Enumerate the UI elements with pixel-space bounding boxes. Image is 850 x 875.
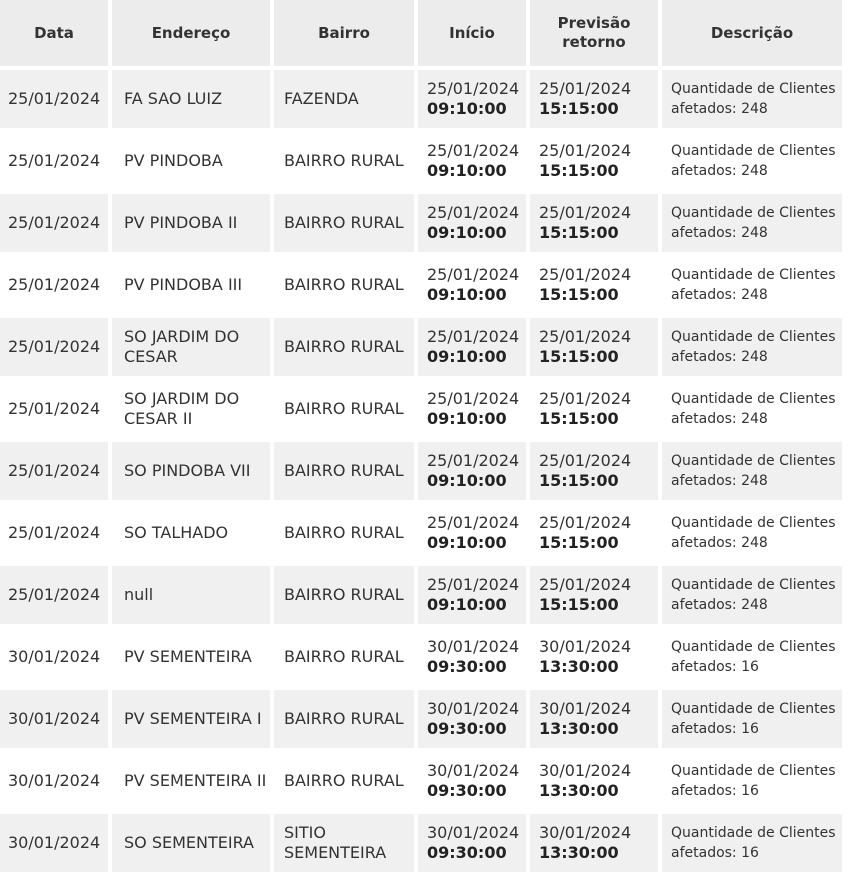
cell-bairro bbox=[274, 442, 414, 500]
cell-descricao-text: Quantidade de Clientes afetados: 248 bbox=[671, 515, 836, 551]
cell-data bbox=[0, 752, 108, 810]
cell-endereco bbox=[112, 628, 270, 686]
table-body bbox=[0, 70, 850, 872]
cell-endereco-text: PV PINDOBA II bbox=[124, 213, 238, 232]
table-row bbox=[0, 256, 850, 314]
cell-data bbox=[0, 256, 108, 314]
cell-data-text: 25/01/2024 bbox=[8, 275, 101, 294]
table-row bbox=[0, 318, 850, 376]
cell-previsao-date: 25/01/2024 bbox=[539, 203, 632, 222]
cell-previsao bbox=[530, 690, 658, 748]
cell-bairro-text: BAIRRO RURAL bbox=[284, 771, 404, 790]
cell-inicio bbox=[418, 566, 526, 624]
cell-previsao-date: 25/01/2024 bbox=[539, 327, 632, 346]
cell-descricao bbox=[662, 194, 842, 252]
cell-previsao bbox=[530, 442, 658, 500]
cell-inicio-date: 25/01/2024 bbox=[427, 451, 520, 470]
cell-data-text: 25/01/2024 bbox=[8, 585, 101, 604]
cell-data-text: 25/01/2024 bbox=[8, 337, 101, 356]
cell-data bbox=[0, 504, 108, 562]
cell-previsao bbox=[530, 132, 658, 190]
cell-descricao-text: Quantidade de Clientes afetados: 248 bbox=[671, 577, 836, 613]
cell-endereco bbox=[112, 442, 270, 500]
cell-descricao bbox=[662, 132, 842, 190]
cell-descricao-text: Quantidade de Clientes afetados: 16 bbox=[671, 825, 836, 861]
cell-previsao-date: 25/01/2024 bbox=[539, 141, 632, 160]
cell-bairro-text: BAIRRO RURAL bbox=[284, 461, 404, 480]
cell-endereco-text: PV SEMENTEIRA II bbox=[124, 771, 267, 790]
cell-data-text: 30/01/2024 bbox=[8, 709, 101, 728]
cell-inicio-time: 09:10:00 bbox=[427, 471, 507, 490]
cell-bairro bbox=[274, 318, 414, 376]
header-descricao-label: Descrição bbox=[710, 23, 794, 42]
cell-inicio-time: 09:10:00 bbox=[427, 285, 507, 304]
cell-endereco bbox=[112, 256, 270, 314]
cell-inicio-time: 09:30:00 bbox=[427, 719, 507, 738]
cell-bairro bbox=[274, 814, 414, 872]
cell-inicio bbox=[418, 194, 526, 252]
cell-endereco-text: SO JARDIM DO CESAR bbox=[124, 327, 240, 366]
cell-inicio-time: 09:10:00 bbox=[427, 223, 507, 242]
cell-inicio bbox=[418, 628, 526, 686]
table-row bbox=[0, 70, 850, 128]
cell-data bbox=[0, 132, 108, 190]
cell-data-text: 25/01/2024 bbox=[8, 89, 101, 108]
cell-inicio-date: 25/01/2024 bbox=[427, 575, 520, 594]
cell-previsao-date: 25/01/2024 bbox=[539, 575, 632, 594]
cell-previsao-time: 15:15:00 bbox=[539, 595, 619, 614]
cell-previsao-time: 13:30:00 bbox=[539, 843, 619, 862]
cell-previsao bbox=[530, 752, 658, 810]
cell-data bbox=[0, 194, 108, 252]
header-data[interactable] bbox=[0, 0, 108, 66]
cell-bairro bbox=[274, 752, 414, 810]
cell-descricao bbox=[662, 442, 842, 500]
header-inicio[interactable] bbox=[418, 0, 526, 66]
cell-bairro bbox=[274, 70, 414, 128]
cell-inicio-time: 09:10:00 bbox=[427, 409, 507, 428]
cell-previsao-time: 15:15:00 bbox=[539, 347, 619, 366]
cell-previsao bbox=[530, 504, 658, 562]
cell-descricao-text: Quantidade de Clientes afetados: 248 bbox=[671, 329, 836, 365]
cell-descricao-text: Quantidade de Clientes afetados: 248 bbox=[671, 267, 836, 303]
cell-bairro bbox=[274, 504, 414, 562]
cell-endereco-text: PV SEMENTEIRA bbox=[124, 647, 252, 666]
cell-inicio bbox=[418, 318, 526, 376]
cell-data-text: 25/01/2024 bbox=[8, 213, 101, 232]
cell-previsao bbox=[530, 318, 658, 376]
cell-previsao bbox=[530, 194, 658, 252]
cell-inicio-time: 09:30:00 bbox=[427, 657, 507, 676]
cell-previsao-time: 15:15:00 bbox=[539, 223, 619, 242]
cell-previsao-time: 15:15:00 bbox=[539, 409, 619, 428]
cell-data bbox=[0, 380, 108, 438]
table-row bbox=[0, 814, 850, 872]
cell-endereco bbox=[112, 814, 270, 872]
cell-descricao-text: Quantidade de Clientes afetados: 248 bbox=[671, 453, 836, 489]
cell-bairro-text: BAIRRO RURAL bbox=[284, 585, 404, 604]
cell-endereco bbox=[112, 318, 270, 376]
cell-bairro bbox=[274, 194, 414, 252]
cell-endereco bbox=[112, 380, 270, 438]
cell-previsao bbox=[530, 814, 658, 872]
cell-inicio bbox=[418, 690, 526, 748]
cell-previsao bbox=[530, 628, 658, 686]
cell-descricao bbox=[662, 504, 842, 562]
cell-endereco-text: SO JARDIM DO CESAR II bbox=[124, 389, 240, 428]
cell-endereco bbox=[112, 690, 270, 748]
cell-endereco bbox=[112, 752, 270, 810]
cell-inicio bbox=[418, 132, 526, 190]
cell-data bbox=[0, 628, 108, 686]
table-row bbox=[0, 442, 850, 500]
table-header bbox=[0, 0, 850, 66]
cell-previsao-date: 25/01/2024 bbox=[539, 265, 632, 284]
header-bairro-label: Bairro bbox=[318, 23, 370, 42]
cell-inicio-date: 25/01/2024 bbox=[427, 513, 520, 532]
cell-data bbox=[0, 70, 108, 128]
cell-inicio bbox=[418, 380, 526, 438]
cell-previsao-date: 30/01/2024 bbox=[539, 637, 632, 656]
cell-previsao-time: 15:15:00 bbox=[539, 471, 619, 490]
cell-endereco-text: PV SEMENTEIRA I bbox=[124, 709, 262, 728]
header-endereco-label: Endereço bbox=[151, 23, 231, 42]
cell-descricao bbox=[662, 566, 842, 624]
cell-previsao-date: 25/01/2024 bbox=[539, 451, 632, 470]
cell-inicio bbox=[418, 442, 526, 500]
cell-descricao bbox=[662, 70, 842, 128]
cell-inicio bbox=[418, 256, 526, 314]
header-previsao-line2: retorno bbox=[562, 33, 626, 51]
cell-inicio bbox=[418, 752, 526, 810]
cell-data bbox=[0, 318, 108, 376]
cell-endereco-text: PV PINDOBA bbox=[124, 151, 223, 170]
cell-previsao-time: 15:15:00 bbox=[539, 533, 619, 552]
cell-endereco-text: null bbox=[124, 585, 154, 604]
header-descricao[interactable] bbox=[662, 0, 842, 66]
cell-descricao-text: Quantidade de Clientes afetados: 248 bbox=[671, 391, 836, 427]
cell-inicio-time: 09:10:00 bbox=[427, 347, 507, 366]
cell-inicio-date: 30/01/2024 bbox=[427, 761, 520, 780]
cell-endereco bbox=[112, 566, 270, 624]
cell-previsao-time: 15:15:00 bbox=[539, 99, 619, 118]
cell-descricao bbox=[662, 256, 842, 314]
table-row bbox=[0, 194, 850, 252]
table-row bbox=[0, 690, 850, 748]
cell-inicio-date: 25/01/2024 bbox=[427, 389, 520, 408]
cell-bairro bbox=[274, 256, 414, 314]
cell-previsao-time: 13:30:00 bbox=[539, 719, 619, 738]
cell-inicio-date: 25/01/2024 bbox=[427, 327, 520, 346]
cell-inicio-date: 30/01/2024 bbox=[427, 823, 520, 842]
cell-bairro-text: BAIRRO RURAL bbox=[284, 337, 404, 356]
cell-inicio-time: 09:10:00 bbox=[427, 161, 507, 180]
cell-endereco-text: SO TALHADO bbox=[124, 523, 229, 542]
cell-endereco bbox=[112, 132, 270, 190]
cell-descricao bbox=[662, 380, 842, 438]
cell-data bbox=[0, 566, 108, 624]
cell-bairro bbox=[274, 690, 414, 748]
cell-data bbox=[0, 690, 108, 748]
cell-inicio bbox=[418, 814, 526, 872]
cell-descricao bbox=[662, 814, 842, 872]
cell-data-text: 25/01/2024 bbox=[8, 461, 101, 480]
cell-descricao-text: Quantidade de Clientes afetados: 16 bbox=[671, 639, 836, 675]
table-row bbox=[0, 504, 850, 562]
cell-endereco-text: SO SEMENTEIRA bbox=[124, 833, 254, 852]
table-row bbox=[0, 628, 850, 686]
cell-inicio-date: 25/01/2024 bbox=[427, 79, 520, 98]
cell-previsao bbox=[530, 256, 658, 314]
cell-endereco-text: PV PINDOBA III bbox=[124, 275, 243, 294]
table-row bbox=[0, 752, 850, 810]
header-data-label: Data bbox=[34, 23, 74, 42]
cell-descricao bbox=[662, 690, 842, 748]
cell-previsao-date: 25/01/2024 bbox=[539, 389, 632, 408]
cell-descricao bbox=[662, 628, 842, 686]
cell-endereco bbox=[112, 194, 270, 252]
cell-previsao-time: 15:15:00 bbox=[539, 161, 619, 180]
cell-endereco bbox=[112, 70, 270, 128]
cell-inicio-date: 30/01/2024 bbox=[427, 637, 520, 656]
cell-inicio-time: 09:10:00 bbox=[427, 595, 507, 614]
cell-previsao-time: 13:30:00 bbox=[539, 657, 619, 676]
cell-bairro-text: BAIRRO RURAL bbox=[284, 399, 404, 418]
header-previsao-label bbox=[558, 14, 631, 52]
header-inicio-label: Início bbox=[449, 23, 495, 42]
cell-inicio-date: 25/01/2024 bbox=[427, 141, 520, 160]
cell-previsao-date: 30/01/2024 bbox=[539, 699, 632, 718]
cell-descricao-text: Quantidade de Clientes afetados: 16 bbox=[671, 763, 836, 799]
cell-data bbox=[0, 442, 108, 500]
cell-inicio-time: 09:10:00 bbox=[427, 533, 507, 552]
cell-bairro bbox=[274, 132, 414, 190]
cell-previsao-time: 15:15:00 bbox=[539, 285, 619, 304]
header-previsao-line1: Previsão bbox=[557, 14, 631, 32]
cell-previsao-date: 25/01/2024 bbox=[539, 513, 632, 532]
cell-bairro-text: BAIRRO RURAL bbox=[284, 213, 404, 232]
cell-previsao-time: 13:30:00 bbox=[539, 781, 619, 800]
cell-previsao-date: 30/01/2024 bbox=[539, 823, 632, 842]
cell-bairro-text: BAIRRO RURAL bbox=[284, 275, 404, 294]
cell-data-text: 30/01/2024 bbox=[8, 771, 101, 790]
cell-bairro bbox=[274, 380, 414, 438]
cell-bairro-text: FAZENDA bbox=[284, 89, 359, 108]
cell-data-text: 25/01/2024 bbox=[8, 399, 101, 418]
cell-descricao bbox=[662, 318, 842, 376]
cell-inicio-date: 25/01/2024 bbox=[427, 265, 520, 284]
cell-bairro-text: BAIRRO RURAL bbox=[284, 151, 404, 170]
cell-inicio bbox=[418, 70, 526, 128]
cell-previsao-date: 30/01/2024 bbox=[539, 761, 632, 780]
cell-data-text: 30/01/2024 bbox=[8, 647, 101, 666]
cell-previsao bbox=[530, 380, 658, 438]
cell-data-text: 30/01/2024 bbox=[8, 833, 101, 852]
cell-data bbox=[0, 814, 108, 872]
cell-descricao-text: Quantidade de Clientes afetados: 248 bbox=[671, 81, 836, 117]
cell-descricao-text: Quantidade de Clientes afetados: 248 bbox=[671, 205, 836, 241]
header-endereco[interactable] bbox=[112, 0, 270, 66]
cell-descricao-text: Quantidade de Clientes afetados: 248 bbox=[671, 143, 836, 179]
cell-bairro bbox=[274, 566, 414, 624]
cell-bairro-text: SITIO SEMENTEIRA bbox=[284, 823, 387, 862]
header-bairro[interactable] bbox=[274, 0, 414, 66]
cell-inicio-time: 09:30:00 bbox=[427, 843, 507, 862]
cell-descricao bbox=[662, 752, 842, 810]
cell-bairro-text: BAIRRO RURAL bbox=[284, 647, 404, 666]
cell-endereco-text: FA SAO LUIZ bbox=[124, 89, 223, 108]
table-row bbox=[0, 380, 850, 438]
cell-endereco bbox=[112, 504, 270, 562]
cell-endereco-text: SO PINDOBA VII bbox=[124, 461, 251, 480]
cell-previsao bbox=[530, 566, 658, 624]
cell-inicio-time: 09:30:00 bbox=[427, 781, 507, 800]
cell-inicio-date: 30/01/2024 bbox=[427, 699, 520, 718]
cell-bairro-text: BAIRRO RURAL bbox=[284, 523, 404, 542]
cell-previsao bbox=[530, 70, 658, 128]
cell-inicio bbox=[418, 504, 526, 562]
table-row bbox=[0, 566, 850, 624]
header-previsao[interactable] bbox=[530, 0, 658, 66]
table-row bbox=[0, 132, 850, 190]
cell-bairro-text: BAIRRO RURAL bbox=[284, 709, 404, 728]
cell-descricao-text: Quantidade de Clientes afetados: 16 bbox=[671, 701, 836, 737]
cell-data-text: 25/01/2024 bbox=[8, 151, 101, 170]
cell-previsao-date: 25/01/2024 bbox=[539, 79, 632, 98]
cell-data-text: 25/01/2024 bbox=[8, 523, 101, 542]
cell-inicio-date: 25/01/2024 bbox=[427, 203, 520, 222]
cell-bairro bbox=[274, 628, 414, 686]
cell-inicio-time: 09:10:00 bbox=[427, 99, 507, 118]
